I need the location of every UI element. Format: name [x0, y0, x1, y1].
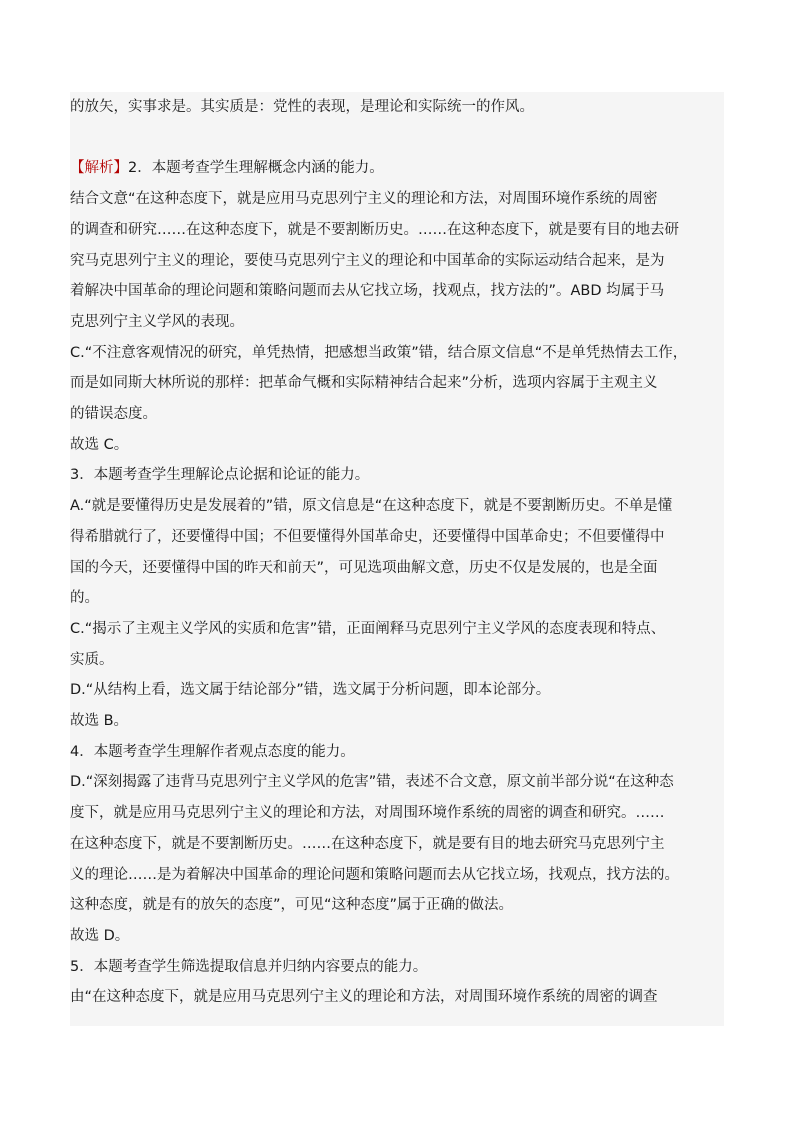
section-marker: 【解析】	[70, 160, 128, 177]
text-segment: 故选 D。	[70, 927, 130, 944]
text-segment: 着解决中国革命的理论问题和策略问题而去从它找立场，找观点，找方法的”。ABD 均属于马	[70, 283, 665, 300]
text-line	[70, 430, 724, 461]
text-line	[70, 829, 724, 860]
text-line	[70, 307, 724, 338]
text-segment: 结合文意“在这种态度下，就是应用马克思列宁主义的理论和方法，对周围环境作系统的周密	[70, 191, 658, 208]
text-segment: 国的今天，还要懂得中国的昨天和前天”，可见选项曲解文意，历史不仅是发展的，也是全面	[70, 559, 658, 576]
text-line	[70, 860, 724, 891]
text-line	[70, 246, 724, 277]
text-line	[70, 92, 724, 123]
text-line	[70, 215, 724, 246]
text-segment: 故选 C。	[70, 436, 129, 453]
text-line	[70, 368, 724, 399]
text-line	[70, 890, 724, 921]
text-line	[70, 952, 724, 983]
text-line	[70, 675, 724, 706]
text-line	[70, 184, 724, 215]
text-line	[70, 491, 724, 522]
text-segment: 究马克思列宁主义的理论，要使马克思列宁主义的理论和中国革命的实际运动结合起来，是为	[70, 252, 665, 269]
text-line	[70, 737, 724, 768]
text-segment: D.“深刻揭露了违背马克思列宁主义学风的危害”错，表述不合文意，原文前半部分说“在这种态	[70, 774, 674, 791]
text-segment: 由“在这种态度下，就是应用马克思列宁主义的理论和方法，对周围环境作系统的周密的调查	[70, 989, 658, 1006]
text-segment: 在这种态度下，就是不要割断历史。……在这种态度下，就是要有目的地去研究马克思列宁主	[70, 835, 665, 852]
text-line	[70, 460, 724, 491]
text-segment: 而是如同斯大林所说的那样：把革命气概和实际精神结合起来”分析，选项内容属于主观主义	[70, 375, 658, 392]
text-line	[70, 399, 724, 430]
text-segment: 的错误态度。	[70, 406, 157, 422]
text-line	[70, 921, 724, 952]
text-segment: 实质。	[70, 651, 114, 668]
text-segment: 的放矢，实事求是。其实质是：党性的表现，是理论和实际统一的作风。	[70, 99, 534, 115]
text-line	[70, 153, 724, 184]
text-segment: 度下，就是应用马克思列宁主义的理论和方法，对周围环境作系统的周密的调查和研究。……	[70, 805, 665, 822]
text-line	[70, 982, 724, 1013]
text-segment: 2．本题考查学生理解概念内涵的能力。	[128, 160, 384, 177]
text-segment: 的。	[70, 590, 99, 607]
text-line	[70, 645, 724, 676]
text-line	[70, 798, 724, 829]
text-segment: C.“揭示了主观主义学风的实质和危害”错，正面阐释马克思列宁主义学风的态度表现和特点、	[70, 620, 666, 637]
text-segment: 克思列宁主义学风的表现。	[70, 313, 244, 330]
text-segment: 4．本题考查学生理解作者观点态度的能力。	[70, 743, 355, 760]
text-line	[70, 276, 724, 307]
text-segment: A.“就是要懂得历史是发展着的”错，原文信息是“在这种态度下，就是不要割断历史。不单是懂	[70, 498, 673, 515]
text-line	[70, 767, 724, 798]
text-line	[70, 583, 724, 614]
text-segment: D.“从结构上看，选文属于结论部分”错，选文属于分析问题，即本论部分。	[70, 682, 551, 699]
text-segment: 5．本题考查学生筛选提取信息并归纳内容要点的能力。	[70, 958, 428, 975]
document-page-content	[70, 92, 724, 1026]
text-segment: 的调查和研究……在这种态度下，就是不要割断历史。……在这种态度下，就是要有目的地去研	[70, 221, 679, 238]
text-line	[70, 123, 724, 154]
text-segment: 这种态度，就是有的放矢的态度”，可见“这种态度”属于正确的做法。	[70, 897, 514, 914]
text-segment: 3．本题考查学生理解论点论据和论证的能力。	[70, 467, 370, 484]
text-line	[70, 614, 724, 645]
text-line	[70, 522, 724, 553]
text-line	[70, 338, 724, 369]
text-line	[70, 553, 724, 584]
text-line	[70, 706, 724, 737]
text-segment: 得希腊就行了，还要懂得中国；不但要懂得外国革命史，还要懂得中国革命史；不但要懂得中	[70, 528, 665, 545]
text-segment: C.“不注意客观情况的研究，单凭热情，把感想当政策”错，结合原文信息“不是单凭热情去工作，	[70, 344, 688, 361]
text-segment: 义的理论……是为着解决中国革命的理论问题和策略问题而去从它找立场，找观点，找方法的。	[70, 866, 679, 883]
text-segment: 故选 B。	[70, 713, 129, 729]
